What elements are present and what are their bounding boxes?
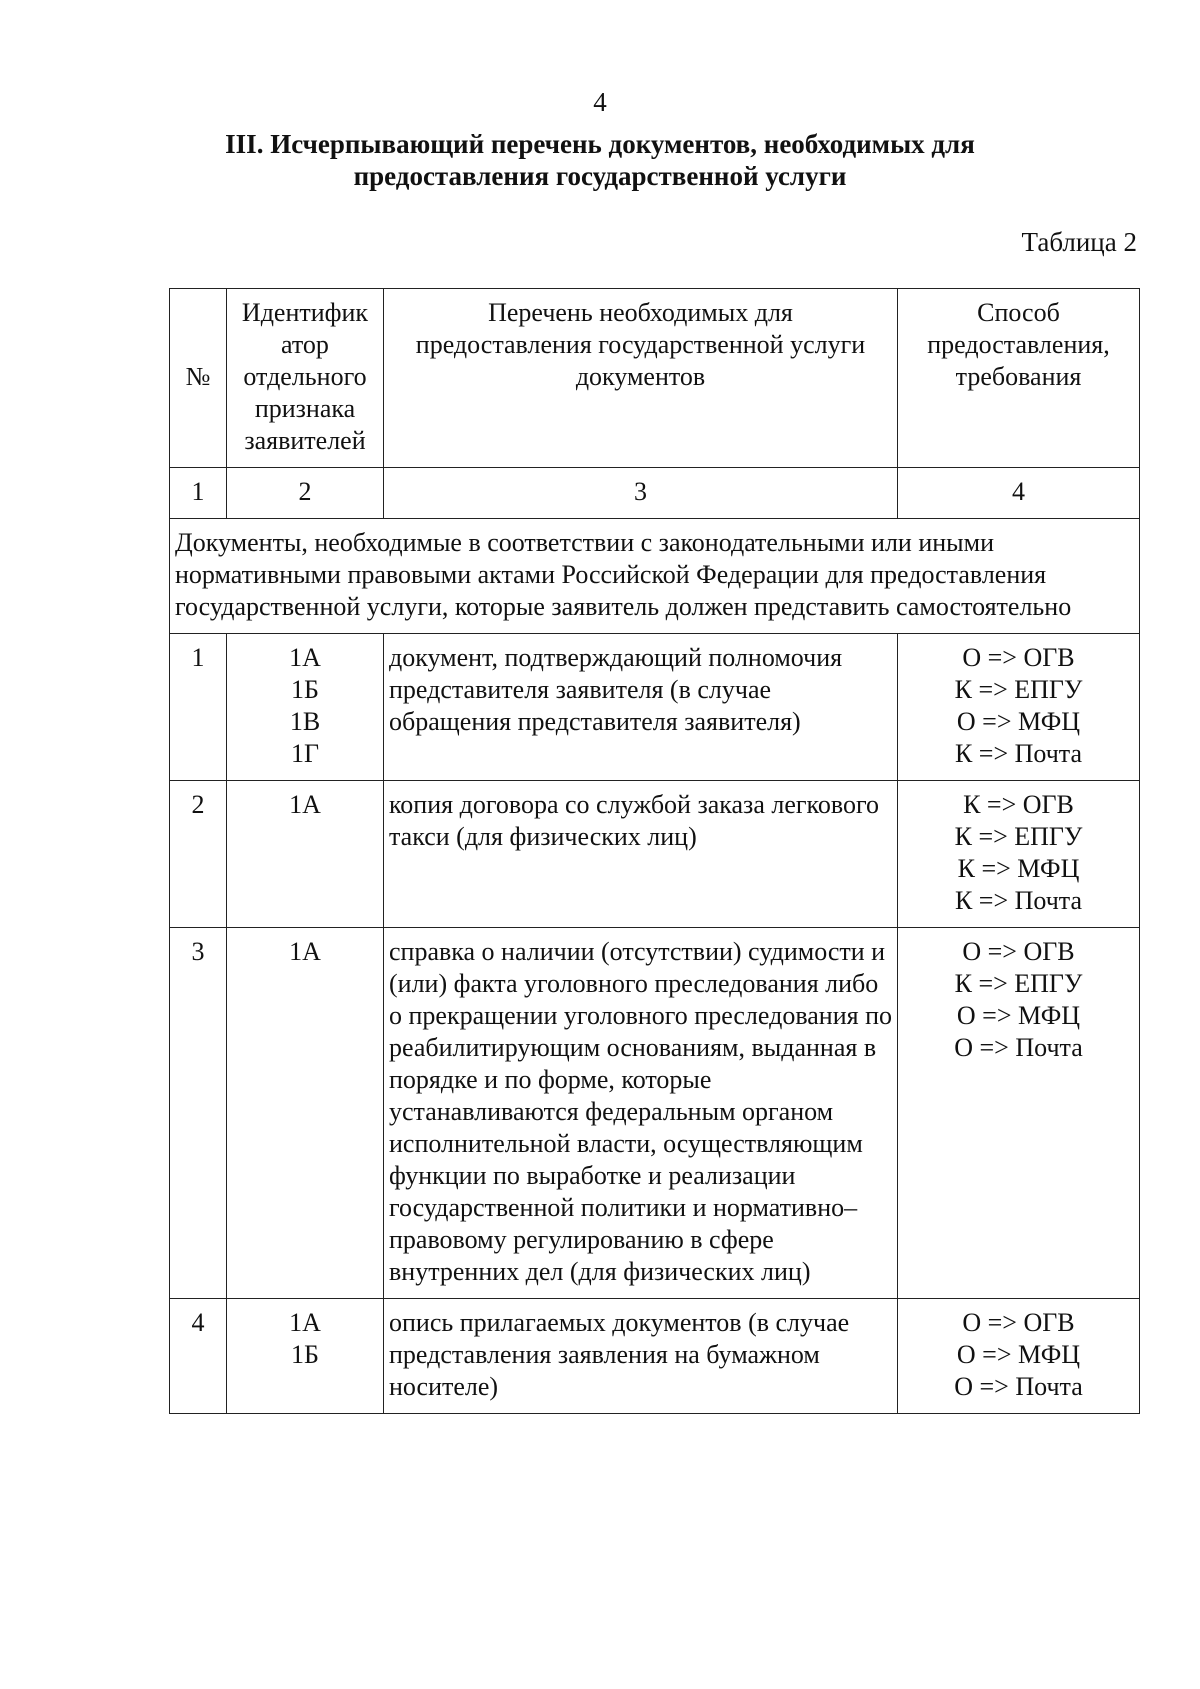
table-row (170, 634, 1140, 781)
submission-method: О => МФЦ (956, 1340, 1081, 1369)
submission-method: О => Почта (954, 1372, 1083, 1401)
applicant-id: 1А (289, 1308, 321, 1337)
column-number-row (170, 468, 1140, 519)
submission-method: К => ЕПГУ (954, 969, 1083, 998)
row-methods (898, 781, 1140, 928)
table-row (170, 781, 1140, 928)
submission-method: К => ОГВ (963, 790, 1074, 819)
header-line: предоставления государственной услуги (415, 330, 866, 359)
row-methods (898, 928, 1140, 1299)
row-document: копия договора со службой заказа легкового такси (для физических лиц) (384, 781, 898, 928)
documents-table (169, 288, 1140, 1414)
header-line: признака (254, 394, 356, 423)
applicant-id: 1Б (291, 675, 319, 704)
applicant-id: 1А (289, 937, 321, 966)
column-number: 3 (384, 468, 898, 519)
submission-method: К => Почта (954, 886, 1083, 915)
table-caption: Таблица 2 (1021, 227, 1137, 257)
header-line: Идентифик (241, 298, 369, 327)
row-applicant-ids (227, 781, 384, 928)
row-number: 3 (170, 928, 227, 1299)
row-applicant-ids (227, 928, 384, 1299)
header-submission-method (898, 289, 1140, 468)
applicant-id: 1А (289, 643, 321, 672)
submission-method: О => Почта (954, 1033, 1083, 1062)
applicant-id: 1В (289, 707, 321, 736)
row-number: 1 (170, 634, 227, 781)
applicant-id: 1Б (291, 1340, 319, 1369)
table-row (170, 1299, 1140, 1414)
row-applicant-ids (227, 634, 384, 781)
row-document: опись прилагаемых документов (в случае представления заявления на бумажном носителе) (384, 1299, 898, 1414)
header-number: № (170, 289, 227, 468)
row-number: 2 (170, 781, 227, 928)
page-number: 4 (593, 87, 607, 117)
row-methods (898, 1299, 1140, 1414)
submission-method: О => МФЦ (956, 707, 1081, 736)
header-line: Способ (977, 298, 1060, 327)
submission-method: О => МФЦ (956, 1001, 1081, 1030)
section-title-line: III. Исчерпывающий перечень документов, необходимых для (225, 129, 975, 159)
row-applicant-ids (227, 1299, 384, 1414)
row-number: 4 (170, 1299, 227, 1414)
header-line: требования (955, 362, 1082, 391)
row-document: справка о наличии (отсутствии) судимости и (или) факта уголовного преследования либо о прекращении уголовного преследования по реабилитирующим основаниям, выданная в порядке и по форме, которые устанавливаются федеральным органом исполнительной власти, осуществляющим функции по выработке и реализации государственной политики и нормативно–правовому регулированию в сфере внутренних дел (для физических лиц) (384, 928, 898, 1299)
column-number: 1 (170, 468, 227, 519)
applicant-id: 1А (289, 790, 321, 819)
row-document: документ, подтверждающий полномочия представителя заявителя (в случае обращения представителя заявителя) (384, 634, 898, 781)
header-line: атор (281, 330, 329, 359)
applicant-id: 1Г (290, 739, 320, 768)
table-row (170, 928, 1140, 1299)
header-line: предоставления, (927, 330, 1110, 359)
table-header-row (170, 289, 1140, 468)
column-number: 4 (898, 468, 1140, 519)
submission-method: О => ОГВ (962, 937, 1075, 966)
submission-method: О => ОГВ (962, 1308, 1075, 1337)
submission-method: О => ОГВ (962, 643, 1075, 672)
section-heading: Документы, необходимые в соответствии с законодательными или иными нормативными правовыми актами Российской Федерации для предоставления государственной услуги, которые заявитель должен представить самостоятельно (170, 519, 1140, 634)
section-heading-row (170, 519, 1140, 634)
column-number: 2 (227, 468, 384, 519)
section-title-line: предоставления государственной услуги (353, 161, 847, 191)
submission-method: К => ЕПГУ (954, 675, 1083, 704)
submission-method: К => Почта (954, 739, 1083, 768)
section-title (150, 128, 1050, 192)
header-line: заявителей (244, 426, 366, 455)
row-methods (898, 634, 1140, 781)
submission-method: К => ЕПГУ (954, 822, 1083, 851)
header-applicant-id (227, 289, 384, 468)
header-documents (384, 289, 898, 468)
header-line: отдельного (243, 362, 367, 391)
header-line: Перечень необходимых для (488, 298, 793, 327)
submission-method: К => МФЦ (957, 854, 1080, 883)
header-line: документов (575, 362, 706, 391)
